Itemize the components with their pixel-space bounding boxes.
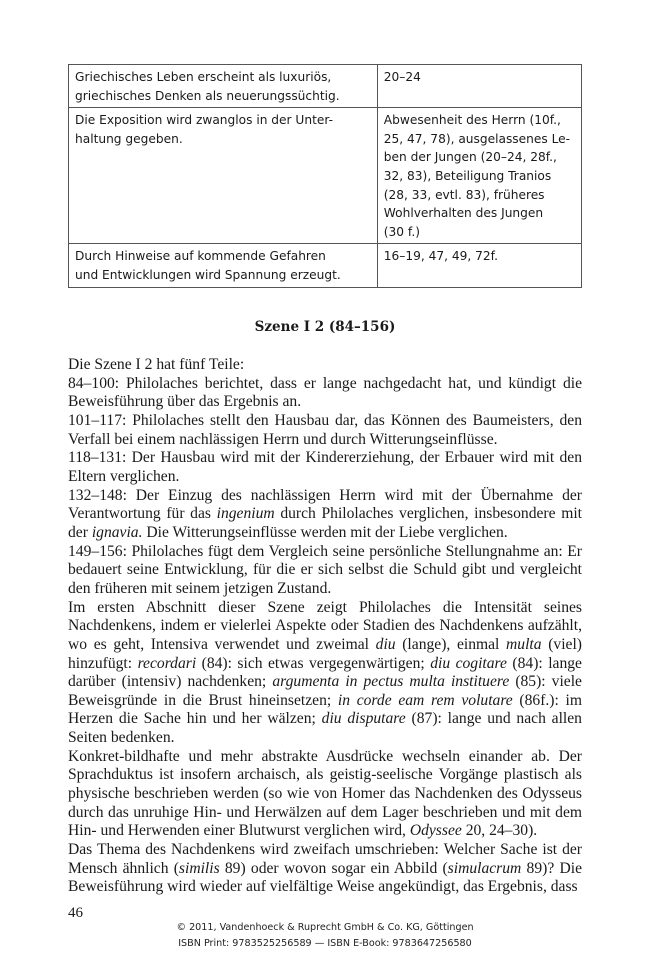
- latin-term: similis: [178, 859, 220, 877]
- table-cell-statement: [69, 244, 378, 287]
- table-cell-statement: [69, 65, 378, 108]
- latin-term: ingenium: [216, 505, 275, 523]
- paragraph: [68, 412, 582, 449]
- text-run: (87): lange und nach allen Seiten bedenken.: [68, 710, 582, 747]
- table-cell-line: haltung gegeben.: [75, 131, 183, 146]
- text-run: Konkret-bildhafte und mehr abstrakte Ausdrücke wechseln einander ab. Der Sprachduktus ist insofern archaisch, als geistig-seelische Vorgänge plastisch als physische beschrieben werden (so wie von Homer das Nachdenken des Odysseus durch das unruhige Hin- und Herwälzen auf dem Lager beschrieben und mit dem Hin- und Herwenden einer Blutwurst verglichen wird,: [68, 747, 582, 840]
- table-cell-line: Die Exposition wird zwanglos in der Unter-: [75, 113, 333, 128]
- paragraph: [68, 841, 582, 897]
- latin-term: in corde eam rem volutare: [337, 691, 513, 709]
- latin-term: diu cogitare: [430, 654, 507, 672]
- latin-term: argumenta in pectus multa instituere: [272, 673, 510, 691]
- table-cell-line: und Entwicklungen wird Spannung erzeugt.: [75, 267, 341, 282]
- text-run: 118–131: Der Hausbau wird mit der Kindererziehung, der Erbauer wird mit den Eltern verglichen.: [68, 449, 582, 485]
- summary-table-body: [69, 65, 582, 288]
- latin-term: multa: [506, 635, 542, 653]
- paragraph: [68, 599, 582, 748]
- summary-table: [68, 64, 582, 288]
- text-run: Die Szene I 2 hat fünf Teile:: [68, 356, 245, 373]
- text-run: Im ersten Abschnitt dieser Szene zeigt Philolaches die Intensität seines Nachdenkens, indem er vielerlei Aspekte oder Stadien des Nachdenkens aufzählt, wo es geht, Intensiva verwendet und zweimal: [68, 598, 582, 653]
- table-cell-line: (30 f.): [383, 224, 420, 239]
- table-cell-reference: [377, 65, 581, 108]
- table-cell-line: Wohlverhalten des Jungen: [383, 206, 544, 221]
- text-run: (84): lange darüber (intensiv) nachdenken;: [68, 654, 582, 691]
- latin-term: ignavia.: [91, 523, 143, 541]
- copyright-line: © 2011, Vandenhoeck & Ruprecht GmbH & Co. KG, Göttingen: [176, 922, 474, 933]
- section-heading: Szene I 2 (84–156): [254, 319, 396, 335]
- table-row: [69, 108, 582, 244]
- table-cell-reference: [377, 108, 581, 244]
- table-cell-reference: [377, 244, 581, 287]
- body-text: [68, 356, 582, 897]
- paragraph: [68, 543, 582, 599]
- latin-term: simulacrum: [447, 859, 522, 877]
- isbn-line: ISBN Print: 9783525256589 — ISBN E-Book: 9783647256580: [178, 938, 472, 949]
- text-run: (viel) hinzufügt:: [68, 635, 582, 672]
- paragraph: [68, 356, 582, 375]
- table-cell-line: Griechisches Leben erscheint als luxuriös,: [75, 70, 332, 84]
- text-run: 132–148: Der Einzug des nachlässigen Herrn wird mit der Übernahme der Verantwortung für das: [68, 486, 582, 523]
- text-run: durch Philolaches verglichen, insbesondere mit der: [68, 505, 582, 541]
- table-row: [69, 244, 582, 287]
- text-run: 101–117: Philolaches stellt den Hausbau dar, das Können des Baumeisters, den Verfall bei einem nachlässigen Herrn und durch Witterungseinflüsse.: [68, 411, 582, 448]
- text-run: 20, 24–30).: [461, 822, 538, 840]
- text-run: 89)? Die Beweisführung wird wieder auf vielfältige Weise angekündigt, das Ergebnis, dass: [68, 859, 582, 896]
- paragraph: [68, 375, 582, 412]
- table-cell-line: ben der Jungen (20–24, 28f.,: [383, 150, 557, 165]
- page-number: 46: [68, 905, 83, 921]
- table-cell-line: 20–24: [383, 70, 421, 84]
- text-run: 149–156: Philolaches fügt dem Vergleich seine persönliche Stellungnahme an: Er bedauert seine Entwicklung, für die er sich selbst die Schuld gibt und vergleicht den früheren mit seinem jetzigen Zustand.: [68, 542, 582, 597]
- table-cell-line: 16–19, 47, 49, 72f.: [383, 249, 498, 264]
- paragraph: [68, 449, 582, 486]
- text-run: (84): sich etwas vergegenwärtigen;: [196, 654, 431, 672]
- latin-term: recordari: [137, 654, 197, 672]
- text-run: 84–100: Philolaches berichtet, dass er lange nachgedacht hat, und kündigt die Beweisführung über das Ergebnis an.: [68, 374, 582, 411]
- text-run: (lange), einmal: [395, 635, 507, 653]
- table-row: [69, 65, 582, 108]
- table-cell-line: (28, 33, evtl. 83), früheres: [383, 187, 545, 202]
- text-run: Die Witterungseinflüsse werden mit der Liebe verglichen.: [142, 523, 508, 541]
- text-run: (86f.): im Herzen die Sache hin und her wälzen;: [68, 691, 582, 728]
- paragraph: [68, 748, 582, 841]
- table-cell-line: Abwesenheit des Herrn (10f.,: [383, 113, 561, 128]
- table-cell-line: 25, 47, 78), ausgelassenes Le-: [383, 131, 571, 146]
- table-cell-statement: [69, 108, 378, 244]
- paragraph: [68, 487, 582, 543]
- latin-term: diu: [375, 635, 396, 653]
- text-run: Das Thema des Nachdenkens wird zweifach umschrieben: Welcher Sache ist der Mensch ähnlich (: [68, 841, 582, 877]
- text-run: (85): viele Beweisgründe in die Brust hineinsetzen;: [68, 673, 582, 709]
- table-cell-line: Durch Hinweise auf kommende Gefahren: [75, 249, 326, 264]
- table-cell-line: 32, 83), Beteiligung Tranios: [383, 168, 552, 183]
- table-cell-line: griechisches Denken als neuerungssüchtig.: [75, 88, 340, 103]
- text-run: 89) oder wovon sogar ein Abbild (: [219, 859, 448, 877]
- latin-term: Odyssee: [409, 822, 462, 840]
- latin-term: diu disputare: [321, 710, 406, 728]
